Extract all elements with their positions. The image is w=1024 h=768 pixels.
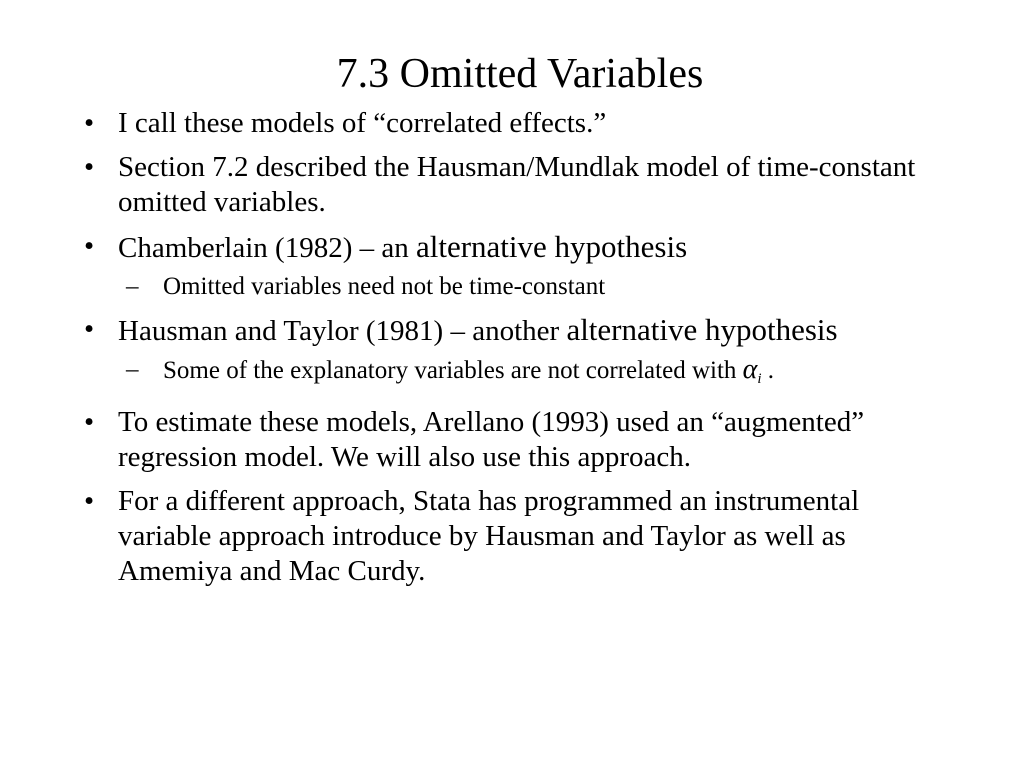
bullet-item-stata <box>80 484 950 589</box>
bullet-text: For a different approach, Stata has programmed an instrumental variable approach introduce by Hausman and Taylor as well as Amemiya and Mac Curdy. <box>118 485 860 587</box>
bullet-text-emphasis: alternative hypothesis <box>566 312 838 347</box>
sub-bullet-marker: – <box>126 273 139 300</box>
sub-bullet-list <box>118 270 950 303</box>
bullet-marker: • <box>84 151 95 183</box>
sub-bullet-text: Omitted variables need not be time-constant <box>163 273 606 300</box>
bullet-text: Chamberlain (1982) – an <box>118 232 409 264</box>
alpha-i-symbol <box>742 354 762 387</box>
sub-bullet-marker: – <box>126 356 139 383</box>
bullet-list <box>80 106 950 598</box>
slide-title: 7.3 Omitted Variables <box>336 51 704 97</box>
sub-bullet-item <box>118 353 950 396</box>
sub-bullet-period: . <box>767 357 775 384</box>
bullet-text: Hausman and Taylor (1981) – another <box>118 315 560 347</box>
bullet-item-arellano <box>80 405 950 475</box>
bullet-item-correlated-effects <box>80 106 950 141</box>
bullet-text-emphasis: alternative hypothesis <box>415 229 688 264</box>
sub-bullet-item <box>118 270 950 303</box>
bullet-marker: • <box>84 485 95 517</box>
bullet-marker: • <box>84 107 95 139</box>
bullet-text: I call these models of “correlated effects.” <box>118 107 607 139</box>
bullet-text: Section 7.2 described the Hausman/Mundlak model of time-constant omitted variables. <box>118 151 916 218</box>
alpha-subscript: i <box>757 371 762 387</box>
bullet-item-hausman-taylor <box>80 312 950 396</box>
bullet-marker: • <box>84 230 95 262</box>
bullet-item-hausman-mundlak <box>80 150 950 220</box>
bullet-item-chamberlain <box>80 229 950 303</box>
sub-bullet-text: Some of the explanatory variables are not correlated with <box>163 357 737 384</box>
sub-bullet-list <box>118 353 950 396</box>
bullet-marker: • <box>84 313 95 345</box>
bullet-marker: • <box>84 406 95 438</box>
bullet-text: To estimate these models, Arellano (1993) used an “augmented” regression model. We will also use this approach. <box>118 406 865 473</box>
alpha-glyph: α <box>742 354 758 385</box>
